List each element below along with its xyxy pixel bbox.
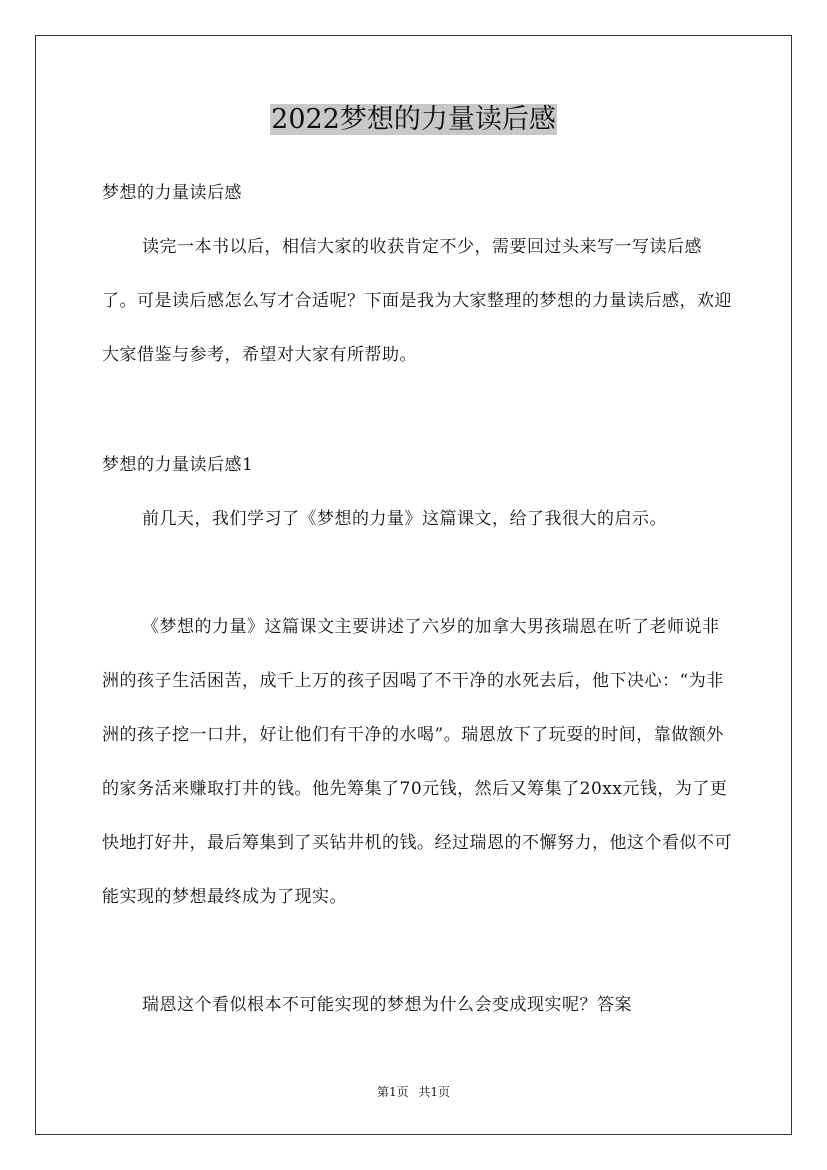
page-total: 共1页: [418, 1085, 451, 1099]
page-number: 第1页: [376, 1085, 409, 1099]
page-footer: [0, 1083, 827, 1101]
paragraph-3: 瑞恩这个看似根本不可能实现的梦想为什么会变成现实呢？答案: [142, 995, 632, 1015]
essay-heading: 梦想的力量读后感1: [102, 455, 254, 475]
section-heading: 梦想的力量读后感: [102, 183, 242, 203]
document-title: [0, 100, 827, 140]
paragraph-1: 前几天，我们学习了《梦想的力量》这篇课文，给了我很大的启示。: [142, 509, 667, 529]
document-title-text: 2022梦想的力量读后感: [271, 104, 556, 135]
intro-paragraph: 读完一本书以后，相信大家的收获肯定不少，需要回过头来写一写读后感了。可是读后感怎么写才合适呢？下面是我为大家整理的梦想的力量读后感，欢迎大家借鉴与参考，希望对大家有所帮助。: [102, 237, 732, 365]
paragraph-2: 《梦想的力量》这篇课文主要讲述了六岁的加拿大男孩瑞恩在听了老师说非洲的孩子生活困苦，成千上万的孩子因喝了不干净的水死去后，他下决心：“为非洲的孩子挖一口井，好让他们有干净的水喝”。瑞恩放下了玩耍的时间，靠做额外的家务活来赚取打井的钱。他先筹集了70元钱，然后又筹集了20xx元钱，为了更快地打好井，最后筹集到了买钻井机的钱。经过瑞恩的不懈努力，他这个看似不可能实现的梦想最终成为了现实。: [102, 617, 732, 907]
